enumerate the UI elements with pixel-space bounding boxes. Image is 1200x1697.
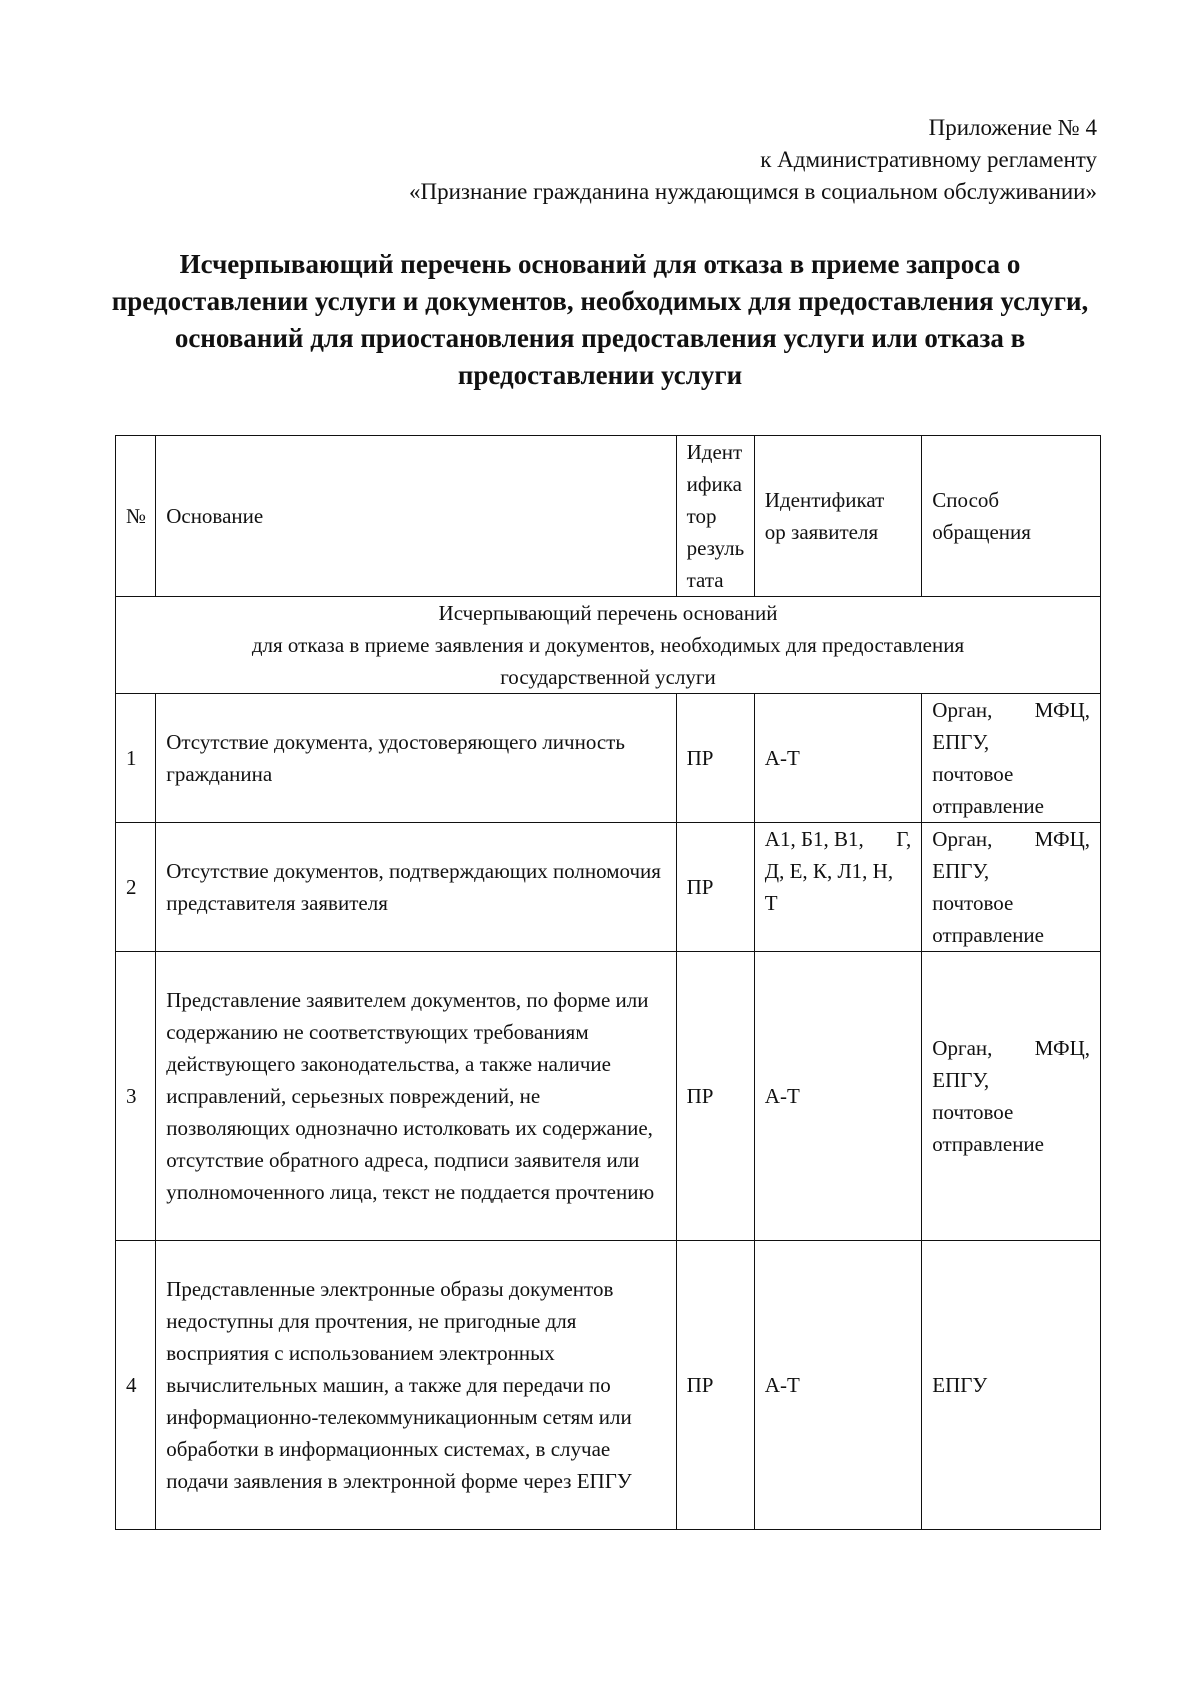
- header-result-id-line: резуль: [686, 536, 745, 560]
- header-method-line: обращения: [932, 520, 1031, 544]
- method-item: почтовое: [932, 891, 1014, 915]
- document-title: [100, 246, 1100, 394]
- row-basis: Представленные электронные образы документов недоступны для прочтения, не пригодные для восприятия с использованием электронных вычислительных машин, а также для передачи по информационно-телекоммуникационным сетям или обработки в информационных системах, в случае подачи заявления в электронной форме через ЕПГУ: [156, 1241, 676, 1530]
- header-number: №: [116, 436, 156, 597]
- applicant-id-item: Г,: [896, 827, 912, 851]
- row-basis: Отсутствие документов, подтверждающих полномочия представителя заявителя: [156, 823, 676, 952]
- method-item: МФЦ,: [1034, 698, 1090, 722]
- method-item: Орган,: [932, 698, 993, 722]
- header-result-id-line: тор: [686, 504, 717, 528]
- section-row: [116, 597, 1101, 694]
- header-method-line: Способ: [932, 488, 1000, 512]
- row-number: 2: [116, 823, 156, 952]
- header-result-id: [676, 436, 754, 597]
- row-applicant-id: А-Т: [754, 1241, 922, 1530]
- appendix-header: [409, 112, 1097, 208]
- title-line: Исчерпывающий перечень оснований для отказа в приеме запроса о: [179, 249, 1021, 279]
- method-item: ЕПГУ,: [932, 1068, 990, 1092]
- row-number: 1: [116, 694, 156, 823]
- row-applicant-id: [754, 823, 922, 952]
- method-item: Орган,: [932, 827, 993, 851]
- section-heading-line: Исчерпывающий перечень оснований: [438, 601, 778, 625]
- row-number: 3: [116, 952, 156, 1241]
- header-result-id-line: ифика: [686, 472, 742, 496]
- header-applicant-id-line: Идентификат: [764, 488, 885, 512]
- method-item: ЕПГУ,: [932, 730, 990, 754]
- applicant-id-item: Т: [764, 891, 778, 915]
- section-heading-line: для отказа в приеме заявления и документов, необходимых для предоставления: [251, 633, 965, 657]
- row-result-id: ПР: [676, 694, 754, 823]
- row-method: [922, 952, 1101, 1241]
- row-method: [922, 1241, 1101, 1530]
- method-item: Орган,: [932, 1036, 993, 1060]
- method-item: отправление: [932, 794, 1044, 818]
- row-result-id: ПР: [676, 1241, 754, 1530]
- table-row: [116, 952, 1101, 1241]
- row-method: [922, 823, 1101, 952]
- table-header-row: [116, 436, 1101, 597]
- row-applicant-id: А-Т: [754, 694, 922, 823]
- method-item: МФЦ,: [1034, 1036, 1090, 1060]
- method-item: отправление: [932, 923, 1044, 947]
- header-result-id-line: Идент: [686, 440, 743, 464]
- section-heading-line: государственной услуги: [500, 665, 716, 689]
- header-applicant-id: [754, 436, 922, 597]
- row-applicant-id: А-Т: [754, 952, 922, 1241]
- table-row: [116, 823, 1101, 952]
- method-item: ЕПГУ: [932, 1373, 988, 1397]
- row-basis: Отсутствие документа, удостоверяющего личность гражданина: [156, 694, 676, 823]
- header-result-id-line: тата: [686, 568, 724, 592]
- row-method: [922, 694, 1101, 823]
- header-basis: Основание: [156, 436, 676, 597]
- title-line: оснований для приостановления предоставления услуги или отказа в: [174, 323, 1026, 353]
- method-item: ЕПГУ,: [932, 859, 990, 883]
- row-number: 4: [116, 1241, 156, 1530]
- appendix-number: Приложение № 4: [928, 115, 1097, 140]
- table-row: [116, 694, 1101, 823]
- applicant-id-item: А1, Б1, В1,: [764, 827, 864, 851]
- section-heading: [116, 597, 1101, 694]
- row-result-id: ПР: [676, 952, 754, 1241]
- method-item: почтовое: [932, 1100, 1014, 1124]
- grounds-table: [115, 435, 1101, 1530]
- table-row: [116, 1241, 1101, 1530]
- row-basis: Представление заявителем документов, по форме или содержанию не соответствующих требованиям действующего законодательства, а также наличие исправлений, серьезных повреждений, не позволяющих однозначно истолковать их содержание, отсутствие обратного адреса, подписи заявителя или уполномоченного лица, текст не поддается прочтению: [156, 952, 676, 1241]
- appendix-regulation-name: «Признание гражданина нуждающимся в социальном обслуживании»: [409, 179, 1097, 204]
- title-line: предоставлении услуги: [457, 360, 743, 390]
- method-item: почтовое: [932, 762, 1014, 786]
- title-line: предоставлении услуги и документов, необходимых для предоставления услуги,: [111, 286, 1089, 316]
- applicant-id-item: Д, Е, К, Л1, Н,: [764, 859, 894, 883]
- header-method: [922, 436, 1101, 597]
- row-result-id: ПР: [676, 823, 754, 952]
- appendix-regulation: к Административному регламенту: [760, 147, 1097, 172]
- header-applicant-id-line: ор заявителя: [764, 520, 879, 544]
- method-item: МФЦ,: [1034, 827, 1090, 851]
- method-item: отправление: [932, 1132, 1044, 1156]
